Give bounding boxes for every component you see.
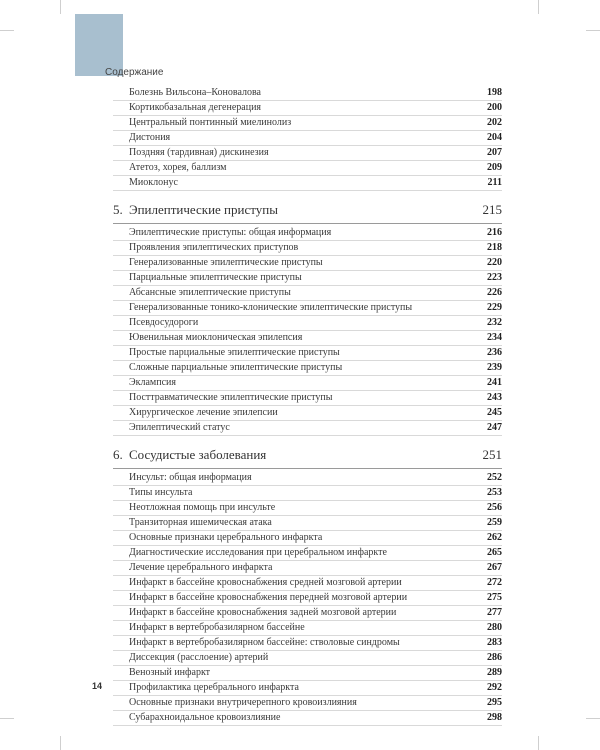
chapter-title: Эпилептические приступы	[129, 202, 278, 217]
entry-page: 286	[487, 652, 502, 663]
entry-page: 253	[487, 487, 502, 498]
entry-page: 262	[487, 532, 502, 543]
entry-title: Субарахноидальное кровоизлияние	[129, 712, 281, 723]
entry-title: Посттравматические эпилептические приступы	[129, 392, 333, 403]
entry-title: Парциальные эпилептические приступы	[129, 272, 302, 283]
entry-title: Инфаркт в вертебробазилярном бассейне: стволовые синдромы	[129, 637, 400, 648]
entry-title: Диссекция (расслоение) артерий	[129, 652, 269, 663]
entry-title: Миоклонус	[129, 177, 178, 188]
entry-page: 292	[487, 682, 502, 693]
crop-mark	[0, 30, 14, 31]
crop-mark	[538, 736, 539, 750]
toc-entry[interactable]	[113, 621, 502, 636]
entry-title: Типы инсульта	[129, 487, 193, 498]
crop-mark	[60, 736, 61, 750]
entry-page: 198	[487, 87, 502, 98]
toc-entry[interactable]	[113, 131, 502, 146]
toc-entry[interactable]	[113, 256, 502, 271]
toc-entry[interactable]	[113, 391, 502, 406]
crop-mark	[586, 30, 600, 31]
entry-title: Хирургическое лечение эпилепсии	[129, 407, 278, 418]
entry-page: 209	[487, 162, 502, 173]
chapter-title: Сосудистые заболевания	[129, 447, 267, 462]
entry-page: 232	[487, 317, 502, 328]
entry-title: Основные признаки внутричерепного кровоизлияния	[129, 697, 357, 708]
entry-page: 289	[487, 667, 502, 678]
crop-mark	[60, 0, 61, 14]
entry-title: Дистония	[129, 132, 171, 143]
entry-title: Псевдосудороги	[129, 317, 199, 328]
toc-entry[interactable]	[113, 161, 502, 176]
entry-page: 243	[487, 392, 502, 403]
chapter-heading[interactable]	[113, 197, 502, 224]
toc-entry[interactable]	[113, 286, 502, 301]
toc-entry[interactable]	[113, 561, 502, 576]
toc-entry[interactable]	[113, 241, 502, 256]
entry-page: 252	[487, 472, 502, 483]
entry-page: 204	[487, 132, 502, 143]
entry-title: Генерализованные тонико-клонические эпилептические приступы	[129, 302, 413, 313]
toc-entry[interactable]	[113, 711, 502, 726]
entry-title: Инфаркт в вертебробазилярном бассейне	[129, 622, 305, 633]
entry-page: 234	[487, 332, 502, 343]
entry-page: 295	[487, 697, 502, 708]
entry-title: Транзиторная ишемическая атака	[129, 517, 272, 528]
toc-entry[interactable]	[113, 606, 502, 621]
toc-entry[interactable]	[113, 486, 502, 501]
crop-mark	[0, 718, 14, 719]
toc-entry[interactable]	[113, 406, 502, 421]
entry-title: Инфаркт в бассейне кровоснабжения задней мозговой артерии	[129, 607, 397, 618]
entry-title: Кортикобазальная дегенерация	[129, 102, 262, 113]
entry-title: Центральный понтинный миелинолиз	[129, 117, 292, 128]
toc-entry[interactable]	[113, 116, 502, 131]
entry-title: Болезнь Вильсона–Коновалова	[129, 87, 261, 98]
toc-entry[interactable]	[113, 101, 502, 116]
page-number: 14	[92, 681, 103, 691]
entry-page: 265	[487, 547, 502, 558]
entry-title: Неотложная помощь при инсульте	[129, 502, 276, 513]
table-of-contents	[113, 86, 502, 726]
toc-entry[interactable]	[113, 86, 502, 101]
toc-entry[interactable]	[113, 146, 502, 161]
entry-title: Простые парциальные эпилептические приступы	[129, 347, 340, 358]
toc-entry[interactable]	[113, 176, 502, 191]
section-header: Содержание	[105, 67, 164, 78]
chapter-page: 215	[482, 202, 502, 217]
entry-page: 211	[487, 177, 502, 188]
entry-title: Поздняя (тардивная) дискинезия	[129, 147, 269, 158]
entry-page: 218	[487, 242, 502, 253]
toc-entry[interactable]	[113, 666, 502, 681]
toc-entry[interactable]	[113, 576, 502, 591]
entry-title: Эпилептические приступы: общая информация	[129, 227, 332, 238]
entry-page: 272	[487, 577, 502, 588]
toc-entry[interactable]	[113, 346, 502, 361]
entry-title: Абсансные эпилептические приступы	[129, 287, 291, 298]
toc-entry[interactable]	[113, 331, 502, 346]
entry-title: Ювенильная миоклоническая эпилепсия	[129, 332, 303, 343]
chapter-heading[interactable]	[113, 442, 502, 469]
entry-page: 223	[487, 272, 502, 283]
toc-entry[interactable]	[113, 516, 502, 531]
toc-entry[interactable]	[113, 651, 502, 666]
entry-page: 202	[487, 117, 502, 128]
crop-mark	[586, 718, 600, 719]
entry-page: 267	[487, 562, 502, 573]
entry-page: 283	[487, 637, 502, 648]
entry-page: 247	[487, 422, 502, 433]
entry-page: 259	[487, 517, 502, 528]
toc-entry[interactable]	[113, 376, 502, 391]
toc-entry[interactable]	[113, 421, 502, 436]
entry-title: Лечение церебрального инфаркта	[129, 562, 273, 573]
entry-page: 216	[487, 227, 502, 238]
chapter-page: 251	[482, 447, 502, 462]
entry-title: Эпилептический статус	[129, 422, 230, 433]
entry-page: 275	[487, 592, 502, 603]
entry-page: 256	[487, 502, 502, 513]
entry-page: 226	[487, 287, 502, 298]
entry-title: Эклампсия	[129, 377, 176, 388]
entry-page: 220	[487, 257, 502, 268]
entry-title: Генерализованные эпилептические приступы	[129, 257, 323, 268]
crop-mark	[538, 0, 539, 14]
toc-entry[interactable]	[113, 501, 502, 516]
entry-page: 298	[487, 712, 502, 723]
entry-title: Профилактика церебрального инфаркта	[129, 682, 299, 693]
toc-entry[interactable]	[113, 531, 502, 546]
entry-title: Проявления эпилептических приступов	[129, 242, 299, 253]
entry-page: 200	[487, 102, 502, 113]
entry-page: 229	[487, 302, 502, 313]
entry-page: 245	[487, 407, 502, 418]
entry-title: Венозный инфаркт	[129, 667, 211, 678]
entry-title: Диагностические исследования при церебральном инфаркте	[129, 547, 387, 558]
entry-title: Атетоз, хорея, баллизм	[129, 162, 227, 173]
entry-page: 241	[487, 377, 502, 388]
toc-entry[interactable]	[113, 591, 502, 606]
entry-page: 207	[487, 147, 502, 158]
chapter-number: 6.	[113, 447, 123, 462]
toc-entry[interactable]	[113, 316, 502, 331]
entry-page: 280	[487, 622, 502, 633]
entry-title: Инфаркт в бассейне кровоснабжения средней мозговой артерии	[129, 577, 402, 588]
entry-title: Инсульт: общая информация	[129, 472, 252, 483]
toc-entry[interactable]	[113, 681, 502, 696]
toc-entry[interactable]	[113, 226, 502, 241]
entry-title: Инфаркт в бассейне кровоснабжения передней мозговой артерии	[129, 592, 408, 603]
toc-entry[interactable]	[113, 271, 502, 286]
toc-entry[interactable]	[113, 361, 502, 376]
toc-entry[interactable]	[113, 696, 502, 711]
entry-page: 239	[487, 362, 502, 373]
entry-title: Сложные парциальные эпилептические приступы	[129, 362, 343, 373]
chapter-number: 5.	[113, 202, 123, 217]
entry-page: 236	[487, 347, 502, 358]
toc-entry[interactable]	[113, 636, 502, 651]
toc-entry[interactable]	[113, 546, 502, 561]
toc-entry[interactable]	[113, 471, 502, 486]
entry-title: Основные признаки церебрального инфаркта	[129, 532, 323, 543]
toc-entry[interactable]	[113, 301, 502, 316]
entry-page: 277	[487, 607, 502, 618]
